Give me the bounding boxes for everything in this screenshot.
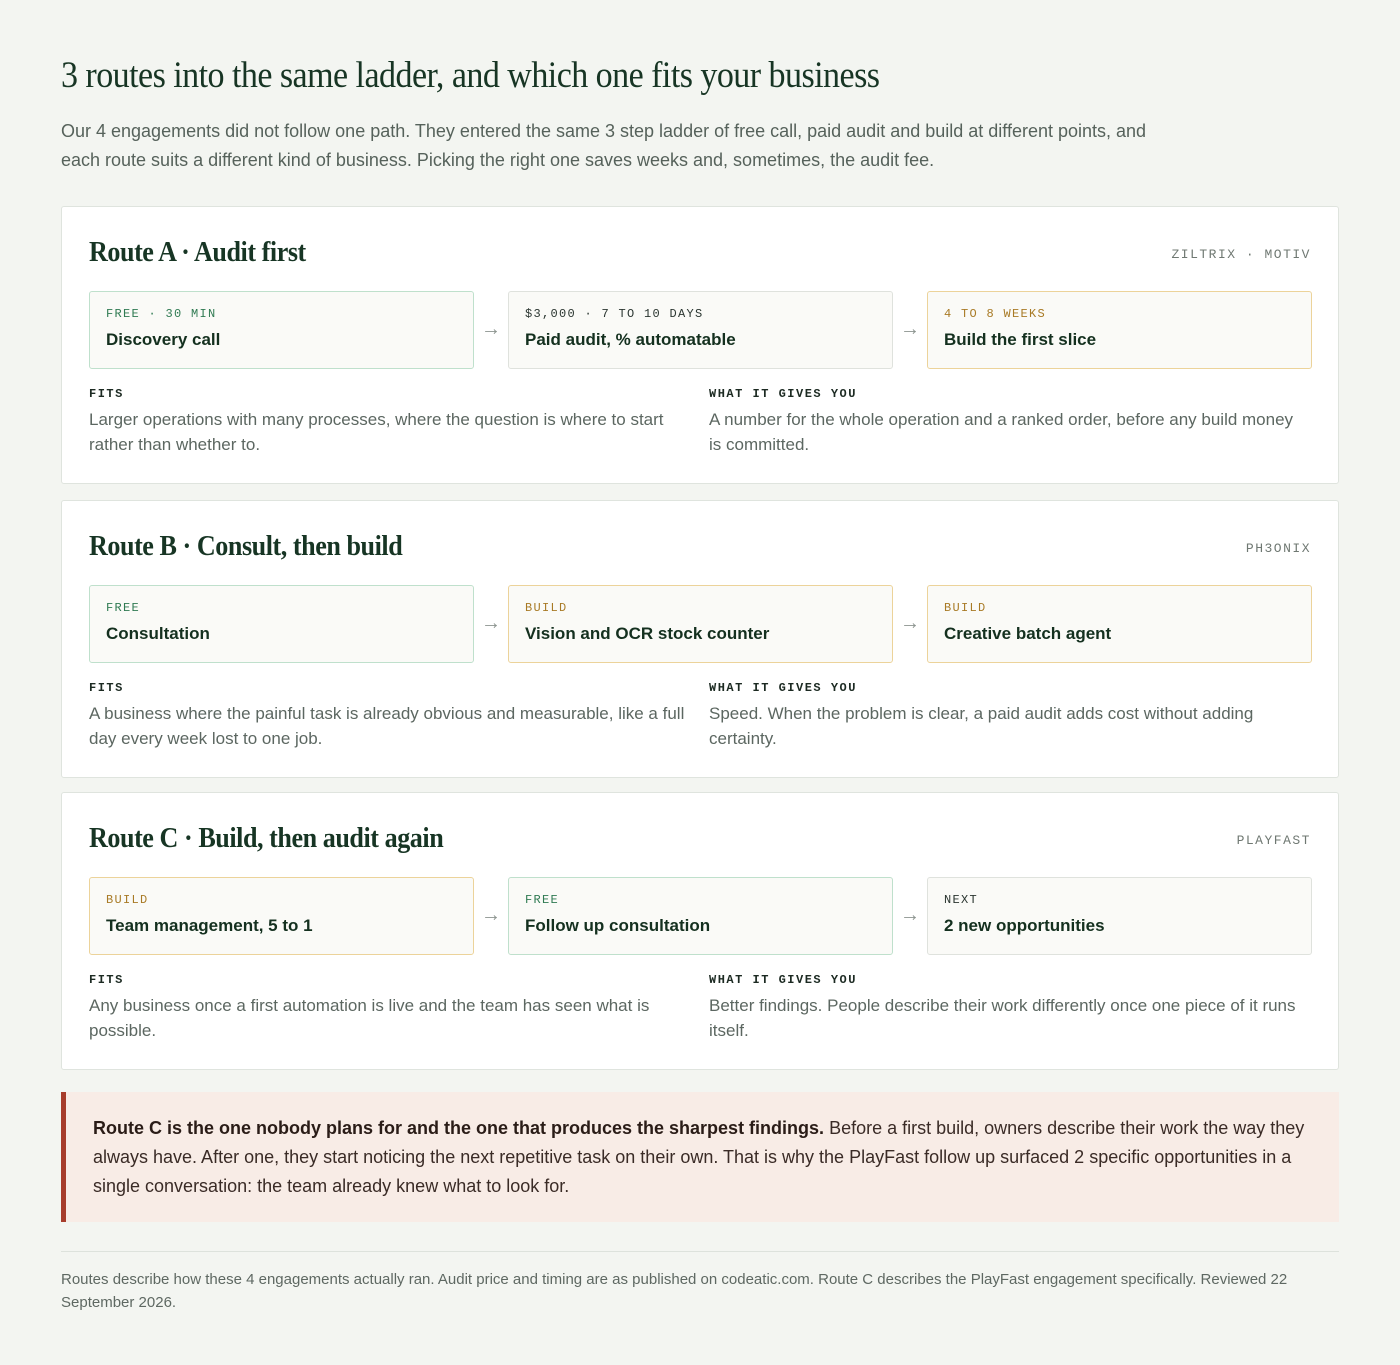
step-build-first-slice — [927, 291, 1312, 369]
step-new-opportunities — [927, 877, 1312, 955]
step-label: Consultation — [106, 624, 210, 643]
step-tag: FREE — [106, 601, 141, 615]
step-stock-counter — [508, 585, 893, 663]
fits-heading: FITS — [89, 681, 124, 695]
gives-text: A number for the whole operation and a ranked order, before any build money is committed. — [709, 410, 1294, 454]
callout-text — [93, 1114, 1308, 1201]
fits-column — [89, 681, 689, 751]
callout-note — [61, 1092, 1339, 1222]
step-follow-up-consultation — [508, 877, 893, 955]
step-label: Build the first slice — [944, 330, 1097, 349]
step-label: Vision and OCR stock counter — [525, 624, 770, 643]
step-consultation — [89, 585, 474, 663]
route-card-a — [61, 206, 1339, 484]
arrow-right-icon: → — [481, 318, 501, 340]
step-team-management — [89, 877, 474, 955]
fits-text: A business where the painful task is already obvious and measurable, like a full day every week lost to one job. — [89, 704, 685, 748]
callout-body: Before a first build, owners describe their work the way they always have. After one, they start noticing the next repetitive task on their own. That is why the PlayFast follow up surfaced 2 specific opportunities in a single conversation: the team already knew what to look for. — [93, 1118, 1305, 1196]
fits-text: Any business once a first automation is live and the team has seen what is possible. — [89, 996, 650, 1040]
step-tag: 4 TO 8 WEEKS — [944, 307, 1047, 321]
step-discovery-call — [89, 291, 474, 369]
route-title: Route A · Audit first — [89, 236, 306, 268]
step-label: Discovery call — [106, 330, 221, 349]
route-title: Route B · Consult, then build — [89, 530, 403, 562]
step-tag: BUILD — [106, 893, 149, 907]
arrow-right-icon: → — [900, 904, 920, 926]
fits-column — [89, 387, 689, 457]
step-label: Follow up consultation — [525, 916, 711, 935]
step-ladder — [89, 291, 1311, 369]
route-title: Route C · Build, then audit again — [89, 822, 444, 854]
arrow-right-icon: → — [900, 612, 920, 634]
gives-text: Better findings. People describe their work differently once one piece of it runs itself. — [709, 996, 1296, 1040]
arrow-right-icon: → — [900, 318, 920, 340]
route-card-b — [61, 500, 1339, 778]
footer-note: Routes describe how these 4 engagements actually ran. Audit price and timing are as published on codeatic.com. Route C describes the PlayFast engagement specifically. Reviewed 22 September 2026. — [61, 1271, 1288, 1311]
fits-heading: FITS — [89, 973, 124, 987]
step-label: Team management, 5 to 1 — [106, 916, 313, 935]
gives-column — [709, 387, 1309, 457]
step-tag: BUILD — [944, 601, 987, 615]
step-tag: NEXT — [944, 893, 979, 907]
step-label: 2 new opportunities — [944, 916, 1105, 935]
step-creative-batch-agent — [927, 585, 1312, 663]
route-card-c — [61, 792, 1339, 1070]
gives-column — [709, 681, 1309, 751]
route-clients: ZILTRIX · MOTIV — [1171, 247, 1311, 262]
step-label: Paid audit, % automatable — [525, 330, 736, 349]
step-tag: FREE · 30 MIN — [106, 307, 217, 321]
divider — [61, 1251, 1339, 1252]
step-label: Creative batch agent — [944, 624, 1112, 643]
intro-text: Our 4 engagements did not follow one path. They entered the same 3 step ladder of free call, paid audit and build at different points, and each route suits a different kind of business. Picking the right one saves weeks and, sometimes, the audit fee. — [61, 121, 1147, 170]
fits-text: Larger operations with many processes, where the question is where to start rather than whether to. — [89, 410, 664, 454]
arrow-right-icon: → — [481, 612, 501, 634]
gives-heading: WHAT IT GIVES YOU — [709, 387, 857, 401]
step-paid-audit — [508, 291, 893, 369]
fits-heading: FITS — [89, 387, 124, 401]
page-title: 3 routes into the same ladder, and which one fits your business — [61, 55, 880, 96]
step-tag: FREE — [525, 893, 560, 907]
gives-text: Speed. When the problem is clear, a paid audit adds cost without adding certainty. — [709, 704, 1254, 748]
step-tag: BUILD — [525, 601, 568, 615]
callout-bold: Route C is the one nobody plans for and the one that produces the sharpest findings. — [93, 1118, 825, 1138]
gives-heading: WHAT IT GIVES YOU — [709, 681, 857, 695]
arrow-right-icon: → — [481, 904, 501, 926]
fits-column — [89, 973, 689, 1043]
step-ladder — [89, 585, 1311, 663]
route-clients: PH3ONIX — [1245, 541, 1311, 556]
step-ladder — [89, 877, 1311, 955]
gives-column — [709, 973, 1309, 1043]
step-tag: $3,000 · 7 TO 10 DAYS — [525, 307, 704, 321]
route-clients: PLAYFAST — [1236, 833, 1311, 848]
gives-heading: WHAT IT GIVES YOU — [709, 973, 857, 987]
